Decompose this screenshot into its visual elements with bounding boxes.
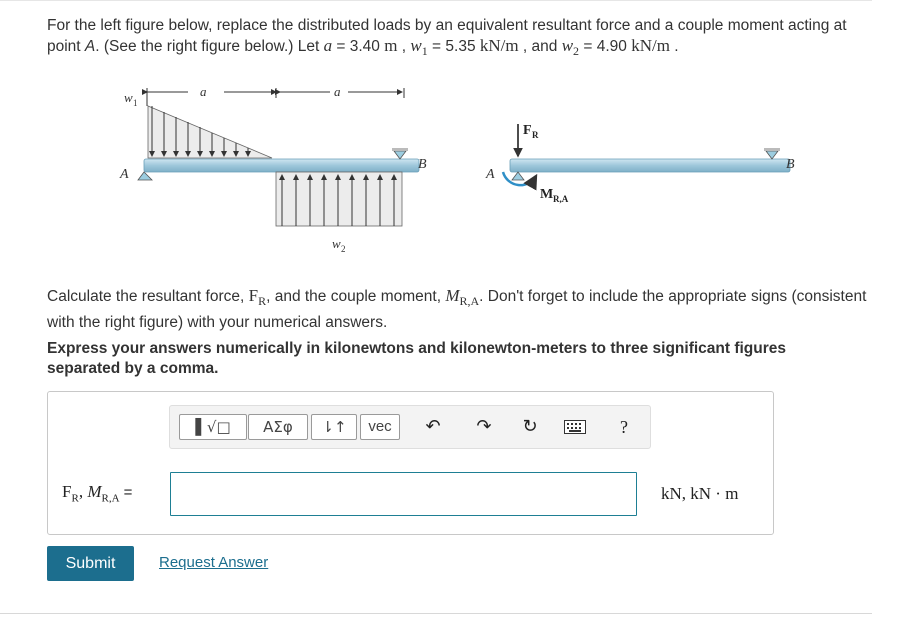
intro-text-2: . (See the right figure below.) Let xyxy=(95,38,324,55)
templates-button[interactable]: ▌√□ xyxy=(179,414,247,440)
w2-value: = 4.90 xyxy=(579,38,632,55)
mra-symbol: M xyxy=(445,286,460,305)
vector-button[interactable]: vec xyxy=(360,414,400,440)
a1-label: a xyxy=(200,84,207,99)
arrows-button[interactable]: ⇂↑ xyxy=(311,414,357,440)
w1-unit: kN/m xyxy=(479,36,519,55)
sep: , and xyxy=(518,38,562,55)
a-value: = 3.40 xyxy=(332,38,385,55)
left-figure xyxy=(119,84,427,254)
problem-statement xyxy=(47,16,877,61)
bottom-divider xyxy=(0,613,872,614)
left-point-b: B xyxy=(418,157,427,172)
fr-label-sub: R xyxy=(532,130,539,140)
help-icon[interactable]: ? xyxy=(620,417,628,437)
fr-label: F xyxy=(523,123,532,138)
w2-sub: 2 xyxy=(573,44,580,59)
request-answer-link[interactable]: Request Answer xyxy=(159,554,269,571)
mra-label-sub: R,A xyxy=(553,194,569,204)
var-w2: w xyxy=(561,36,574,55)
greek-letters-button[interactable]: ΑΣφ xyxy=(248,414,308,440)
redo-icon[interactable]: ↷ xyxy=(476,416,492,437)
answer-panel xyxy=(47,391,774,535)
math-toolbar xyxy=(169,405,651,449)
keyboard-icon[interactable] xyxy=(563,415,587,439)
w2-unit: kN/m xyxy=(631,36,670,55)
instruction-text: Express your answers numerically in kilonewtons and kilonewton-meters to three significant figures separated by a comma. xyxy=(47,340,787,377)
var-a: a xyxy=(323,36,333,55)
right-point-b: B xyxy=(786,157,795,172)
right-point-a: A xyxy=(486,167,495,182)
w1-sub: 1 xyxy=(421,44,428,59)
intro-text: For the left figure below, replace the distributed loads by an equivalent resultant force and a couple moment acting at point xyxy=(47,17,847,55)
top-divider xyxy=(0,0,872,1)
a2-label: a xyxy=(334,84,341,99)
mra-label: M xyxy=(540,187,554,202)
reset-icon[interactable]: ↻ xyxy=(522,416,538,437)
w1-value: = 5.35 xyxy=(427,38,480,55)
fr-symbol: F xyxy=(248,286,259,305)
undo-icon[interactable]: ↶ xyxy=(425,416,441,437)
a-unit: m xyxy=(384,36,398,55)
answer-units: kN, kN · m xyxy=(661,484,739,503)
answer-label: $F_R$, $M_{R,A}$ = xyxy=(62,482,133,505)
left-point-a: A xyxy=(120,167,129,182)
w2-label-sub: 2 xyxy=(341,244,346,254)
answer-input[interactable] xyxy=(170,472,637,516)
right-figure xyxy=(485,123,795,204)
w1-label-sub: 1 xyxy=(133,98,138,108)
sep: , xyxy=(397,38,411,55)
w1-label: w xyxy=(124,90,133,105)
w2-label: w xyxy=(332,236,341,251)
beam-figure xyxy=(100,76,800,266)
point-a: A xyxy=(84,38,96,55)
end-text: . xyxy=(669,38,679,55)
submit-button[interactable]: Submit xyxy=(47,546,134,581)
calc-prompt: Calculate the resultant force, $F_R$, and the couple moment, $M_{R,A}$. Don't forget to include the appropriate signs (consistent with the right figure) with your numerical answers. xyxy=(47,286,867,332)
var-w1: w xyxy=(410,36,422,55)
